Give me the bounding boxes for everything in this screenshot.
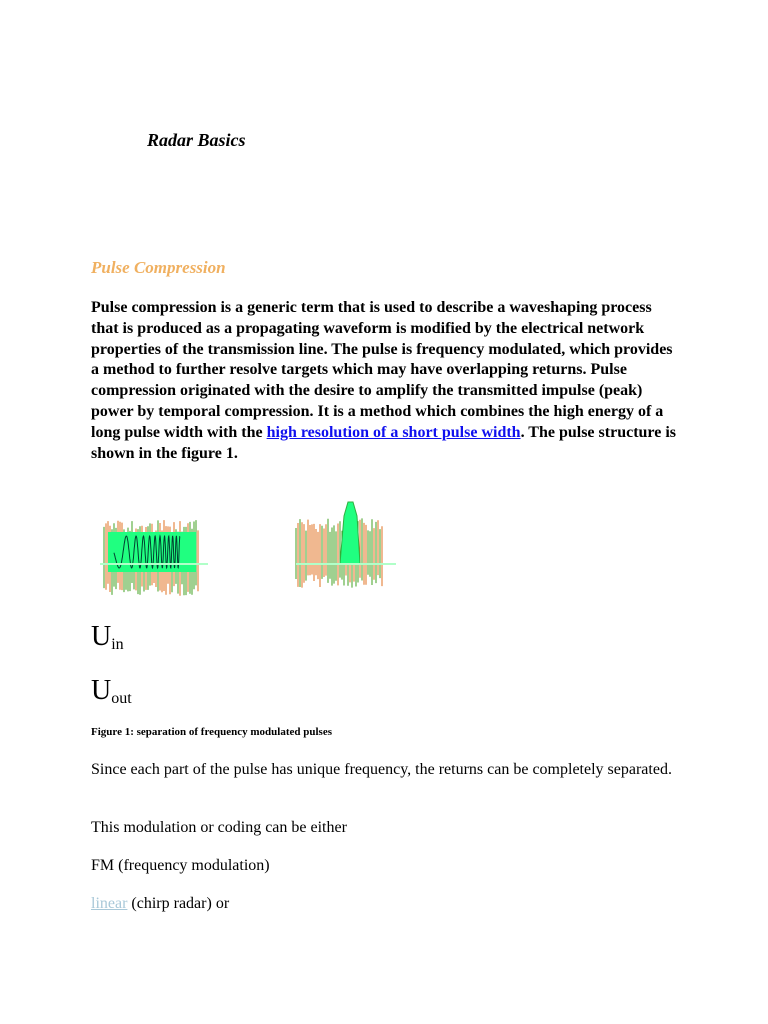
intro-paragraph [91, 298, 681, 464]
intro-text-before-link: Pulse compression is a generic term that is used to describe a waveshaping process that is produced as a propagating waveform is modified by the electrical network properties of the transmission line. The pulse is frequency modulated, which provides a method to further resolve targets which may have overlapping returns. Pulse compression originated with the desire to amplify the transmitted impulse (peak) power by temporal compression. It is a method which combines the high energy of a long pulse width with the [91, 299, 673, 441]
input-pulse-graphic [100, 520, 208, 596]
document-title: Radar Basics [147, 130, 246, 150]
u-in-label: $U_{in}$ [91, 621, 124, 653]
u-out-label: $U_{out}$ [91, 675, 132, 707]
figure-caption: Figure 1: separation of frequency modulated pulses [91, 726, 332, 738]
linear-link[interactable]: linear [91, 895, 128, 912]
output-pulse-graphic [296, 502, 396, 588]
paragraph-linear: linear (chirp radar) or [91, 895, 230, 912]
section-heading: Pulse Compression [91, 258, 226, 277]
high-resolution-link[interactable]: high resolution of a short pulse width [266, 423, 521, 441]
paragraph-fm: FM (frequency modulation) [91, 857, 270, 874]
paragraph-modulation: This modulation or coding can be either [91, 819, 347, 836]
intro-text-after-link: . The pulse structure is shown in the figure 1. [91, 423, 676, 462]
paragraph-unique-frequency: Since each part of the pulse has unique frequency, the returns can be completely separated. [91, 761, 672, 778]
output-pulse-peak [340, 502, 360, 564]
pulse-figure [100, 488, 400, 600]
